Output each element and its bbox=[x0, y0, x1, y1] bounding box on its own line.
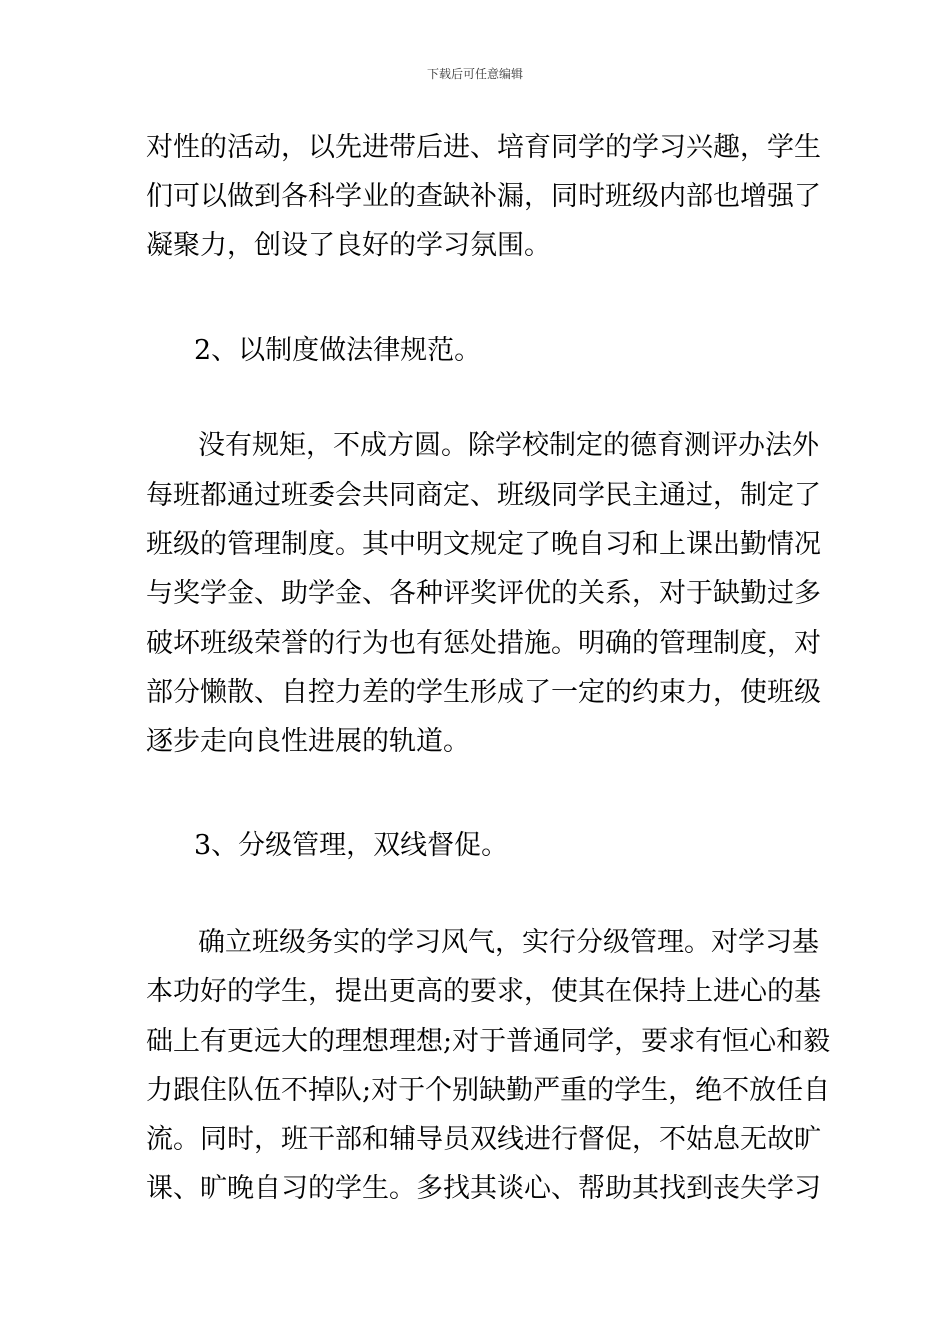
paragraph-line: 部分懒散、自控力差的学生形成了一定的约束力，使班级 bbox=[146, 677, 821, 708]
section-heading: 2、以制度做法律规范。 bbox=[194, 335, 482, 366]
paragraph-line: 确立班级务实的学习风气，实行分级管理。对学习基 bbox=[198, 927, 819, 958]
paragraph-line: 与奖学金、助学金、各种评奖评优的关系，对于缺勤过多 bbox=[146, 578, 821, 609]
paragraph-line: 础上有更远大的理想理想;对于普通同学，要求有恒心和毅 bbox=[146, 1026, 831, 1057]
paragraph-line: 班级的管理制度。其中明文规定了晚自习和上课出勤情况 bbox=[146, 529, 821, 560]
paragraph-line: 力跟住队伍不掉队;对于个别缺勤严重的学生，绝不放任自 bbox=[146, 1075, 831, 1106]
paragraph-line: 本功好的学生，提出更高的要求，使其在保持上进心的基 bbox=[146, 976, 821, 1007]
paragraph-line: 破坏班级荣誉的行为也有惩处措施。明确的管理制度，对 bbox=[146, 628, 821, 659]
paragraph-line: 流。同时，班干部和辅导员双线进行督促，不姑息无故旷 bbox=[146, 1124, 821, 1155]
paragraph-line: 们可以做到各科学业的查缺补漏，同时班级内部也增强了 bbox=[146, 181, 821, 212]
page-header: 下载后可任意编辑 bbox=[426, 67, 523, 81]
paragraph-line: 凝聚力，创设了良好的学习氛围。 bbox=[146, 230, 551, 261]
paragraph-line: 课、旷晚自习的学生。多找其谈心、帮助其找到丧失学习 bbox=[146, 1173, 821, 1204]
section-heading: 3、分级管理，双线督促。 bbox=[194, 830, 509, 861]
paragraph-line: 没有规矩，不成方圆。除学校制定的德育测评办法外 bbox=[198, 430, 819, 461]
paragraph-line: 每班都通过班委会共同商定、班级同学民主通过，制定了 bbox=[146, 480, 821, 511]
paragraph-line: 逐步走向良性进展的轨道。 bbox=[146, 726, 470, 757]
paragraph-line: 对性的活动，以先进带后进、培育同学的学习兴趣，学生 bbox=[146, 132, 821, 163]
